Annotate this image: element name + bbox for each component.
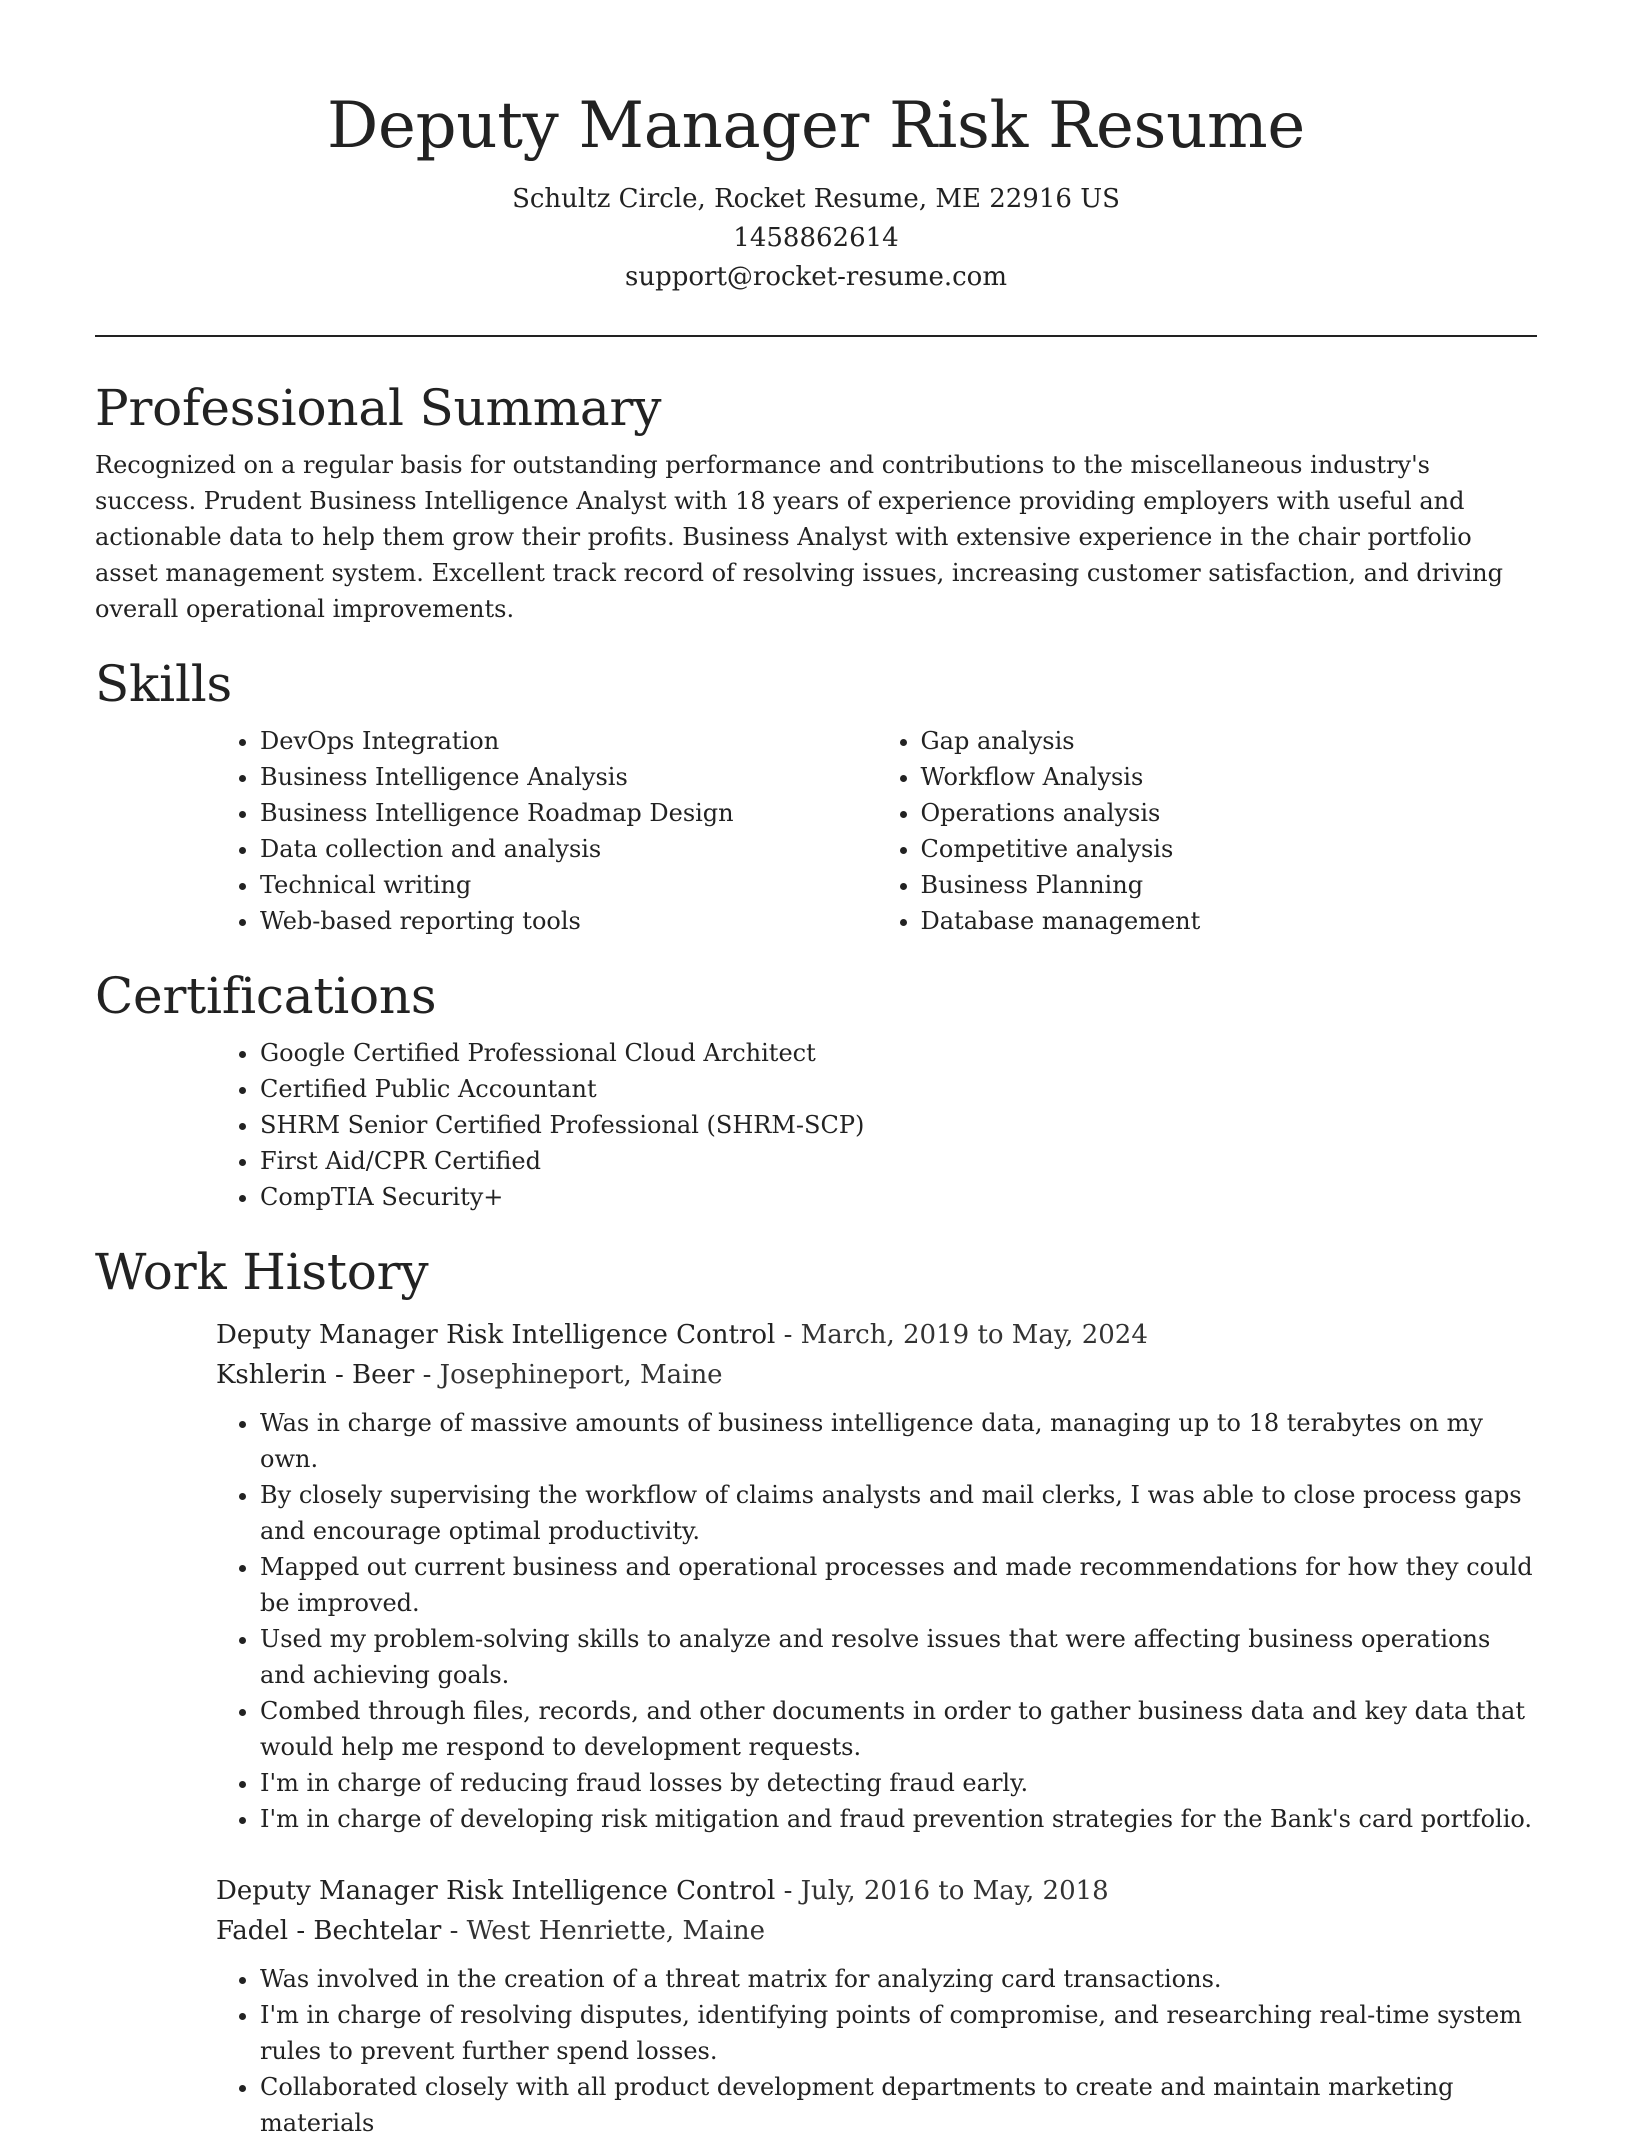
skills-right-list xyxy=(877,723,1538,939)
certifications-list xyxy=(216,1035,1537,1215)
list-item: • Workflow Analysis xyxy=(921,759,1538,795)
contact-phone: 1458862614 xyxy=(733,223,899,253)
summary-section xyxy=(95,377,1537,627)
list-item: • Data collection and analysis xyxy=(260,831,877,867)
job-entry xyxy=(216,1871,1537,2141)
job-title-line xyxy=(216,1871,1537,1911)
list-item: • Operations analysis xyxy=(921,795,1538,831)
certifications-title: Certifications xyxy=(95,967,437,1025)
list-item: • Collaborated closely with all product development departments to create and maintain marketing materials xyxy=(260,2069,1537,2141)
list-item: • CompTIA Security+ xyxy=(260,1179,1537,1215)
list-item: • Used my problem-solving skills to analyze and resolve issues that were affecting business operations and achieving goals. xyxy=(260,1621,1537,1693)
header-divider xyxy=(95,335,1537,337)
summary-text: Recognized on a regular basis for outstanding performance and contributions to the miscellaneous industry's success. Prudent Business Intelligence Analyst with 18 years of experience providing employers with useful and actionable data to help them grow their profits. Business Analyst with extensive experience in the chair portfolio asset management system. Excellent track record of resolving issues, increasing customer satisfaction, and driving overall operational improvements. xyxy=(95,451,1503,623)
job-bullets xyxy=(216,1961,1537,2141)
job-role: Deputy Manager Risk Intelligence Control xyxy=(216,1320,776,1350)
work-history-section xyxy=(95,1241,1537,2141)
job-dates-sep: - xyxy=(783,1320,801,1350)
list-item: • Was in charge of massive amounts of business intelligence data, managing up to 18 terabytes on my own. xyxy=(260,1405,1537,1477)
job-location: Josephineport, Maine xyxy=(439,1360,723,1390)
list-item: • SHRM Senior Certified Professional (SHRM-SCP) xyxy=(260,1107,1537,1143)
skills-grid xyxy=(216,723,1537,939)
summary-title: Professional Summary xyxy=(95,379,662,437)
resume-header xyxy=(95,0,1537,297)
job-dates: July, 2016 to May, 2018 xyxy=(800,1876,1109,1906)
list-item: • Certified Public Accountant xyxy=(260,1071,1537,1107)
list-item: • Business Intelligence Roadmap Design xyxy=(260,795,877,831)
job-dates-sep: - xyxy=(783,1876,801,1906)
list-item: • Gap analysis xyxy=(921,723,1538,759)
job-company-line xyxy=(216,1911,1537,1951)
contact-address: Schultz Circle, Rocket Resume, ME 22916 US xyxy=(512,184,1120,214)
list-item: • Business Planning xyxy=(921,867,1538,903)
job-bullets xyxy=(216,1405,1537,1837)
list-item: • Database management xyxy=(921,903,1538,939)
list-item: • Web-based reporting tools xyxy=(260,903,877,939)
job-dates: March, 2019 to May, 2024 xyxy=(800,1320,1148,1350)
list-item: • First Aid/CPR Certified xyxy=(260,1143,1537,1179)
job-company: Fadel - Bechtelar xyxy=(216,1916,442,1946)
list-item: • Was involved in the creation of a threat matrix for analyzing card transactions. xyxy=(260,1961,1537,1997)
list-item: • I'm in charge of reducing fraud losses by detecting fraud early. xyxy=(260,1765,1537,1801)
list-item: • Business Intelligence Analysis xyxy=(260,759,877,795)
list-item: • Combed through files, records, and other documents in order to gather business data and key data that would help me respond to development requests. xyxy=(260,1693,1537,1765)
skills-left-list xyxy=(216,723,877,939)
resume-name: Deputy Manager Risk Resume xyxy=(327,89,1305,163)
job-company: Kshlerin - Beer xyxy=(216,1360,415,1390)
job-location: West Henriette, Maine xyxy=(466,1916,766,1946)
job-company-line xyxy=(216,1355,1537,1395)
skills-section xyxy=(95,653,1537,939)
list-item: • Competitive analysis xyxy=(921,831,1538,867)
job-entry xyxy=(216,1315,1537,1837)
job-title-line xyxy=(216,1315,1537,1355)
job-role: Deputy Manager Risk Intelligence Control xyxy=(216,1876,776,1906)
job-location-sep: - xyxy=(449,1916,467,1946)
skills-title: Skills xyxy=(95,655,232,713)
certifications-section xyxy=(95,965,1537,1215)
list-item: • DevOps Integration xyxy=(260,723,877,759)
list-item: • I'm in charge of developing risk mitigation and fraud prevention strategies for the Bank's card portfolio. xyxy=(260,1801,1537,1837)
job-location-sep: - xyxy=(422,1360,440,1390)
list-item: • Google Certified Professional Cloud Architect xyxy=(260,1035,1537,1071)
list-item: • Mapped out current business and operational processes and made recommendations for how they could be improved. xyxy=(260,1549,1537,1621)
contact-email: support@rocket-resume.com xyxy=(624,262,1007,292)
list-item: • Technical writing xyxy=(260,867,877,903)
list-item: • By closely supervising the workflow of claims analysts and mail clerks, I was able to close process gaps and encourage optimal productivity. xyxy=(260,1477,1537,1549)
list-item: • I'm in charge of resolving disputes, identifying points of compromise, and researching real-time system rules to prevent further spend losses. xyxy=(260,1997,1537,2069)
work-history-title: Work History xyxy=(95,1243,429,1301)
